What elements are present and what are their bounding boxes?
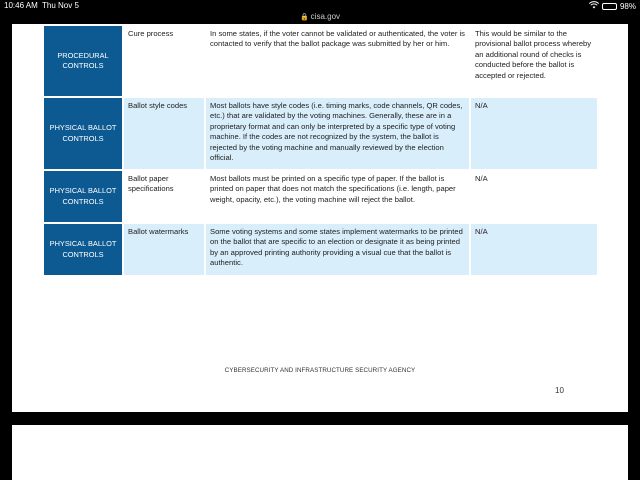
table-row [44, 97, 597, 170]
table-row [44, 223, 597, 275]
status-date: Thu Nov 5 [42, 1, 79, 10]
status-right [589, 1, 636, 11]
notes-cell: N/A [470, 97, 597, 170]
url-text: cisa.gov [310, 12, 341, 21]
page-number: 10 [555, 386, 564, 395]
next-document-page [12, 425, 628, 480]
control-cell: Ballot watermarks [123, 223, 205, 275]
battery-percent: 98% [619, 1, 636, 11]
description-cell: In some states, if the voter cannot be validated or authenticated, the voter is contacted to verify that the ballot package was submitted by her or him. [205, 25, 470, 97]
control-cell: Ballot paper specifications [123, 170, 205, 223]
category-cell: PHYSICAL BALLOT CONTROLS [44, 97, 123, 170]
status-time: 10:46 AM [4, 1, 38, 10]
control-cell: Ballot style codes [123, 97, 205, 170]
category-cell: PHYSICAL BALLOT CONTROLS [44, 170, 123, 223]
notes-cell: This would be similar to the provisional ballot process whereby an additional round of checks is conducted before the ballot is accepted or rejected. [470, 25, 597, 97]
category-cell: PHYSICAL BALLOT CONTROLS [44, 223, 123, 275]
notes-cell: N/A [470, 170, 597, 223]
lock-icon: 🔒 [299, 14, 309, 21]
document-page [12, 24, 628, 412]
description-cell: Most ballots have style codes (i.e. timing marks, code channels, QR codes, etc.) that are validated by the voting machines. Generally, these are in a proprietary format and can only be interpreted by a specific type of voting machine. If the codes are not recognized by the system, the ballot is rejected by the voting machine and manually reviewed by the election official. [205, 97, 470, 170]
controls-table [44, 24, 597, 275]
table-row [44, 170, 597, 223]
control-cell: Cure process [123, 25, 205, 97]
url-bar[interactable] [0, 12, 640, 24]
agency-footer: CYBERSECURITY AND INFRASTRUCTURE SECURITY AGENCY [224, 367, 416, 374]
description-cell: Most ballots must be printed on a specific type of paper. If the ballot is printed on paper that does not match the specifications (i.e. length, paper weight, opacity, etc.), the voting machine will reject the ballot. [205, 170, 470, 223]
category-cell: PROCEDURAL CONTROLS [44, 25, 123, 97]
description-cell: Some voting systems and some states implement watermarks to be printed on the ballot that are specific to an election or designate it as being printed by an approved printing authority providing a visual cue that the ballot is authentic. [205, 223, 470, 275]
battery-icon [602, 3, 617, 10]
wifi-icon [589, 1, 599, 11]
table-row [44, 25, 597, 97]
notes-cell: N/A [470, 223, 597, 275]
status-bar [0, 0, 640, 12]
